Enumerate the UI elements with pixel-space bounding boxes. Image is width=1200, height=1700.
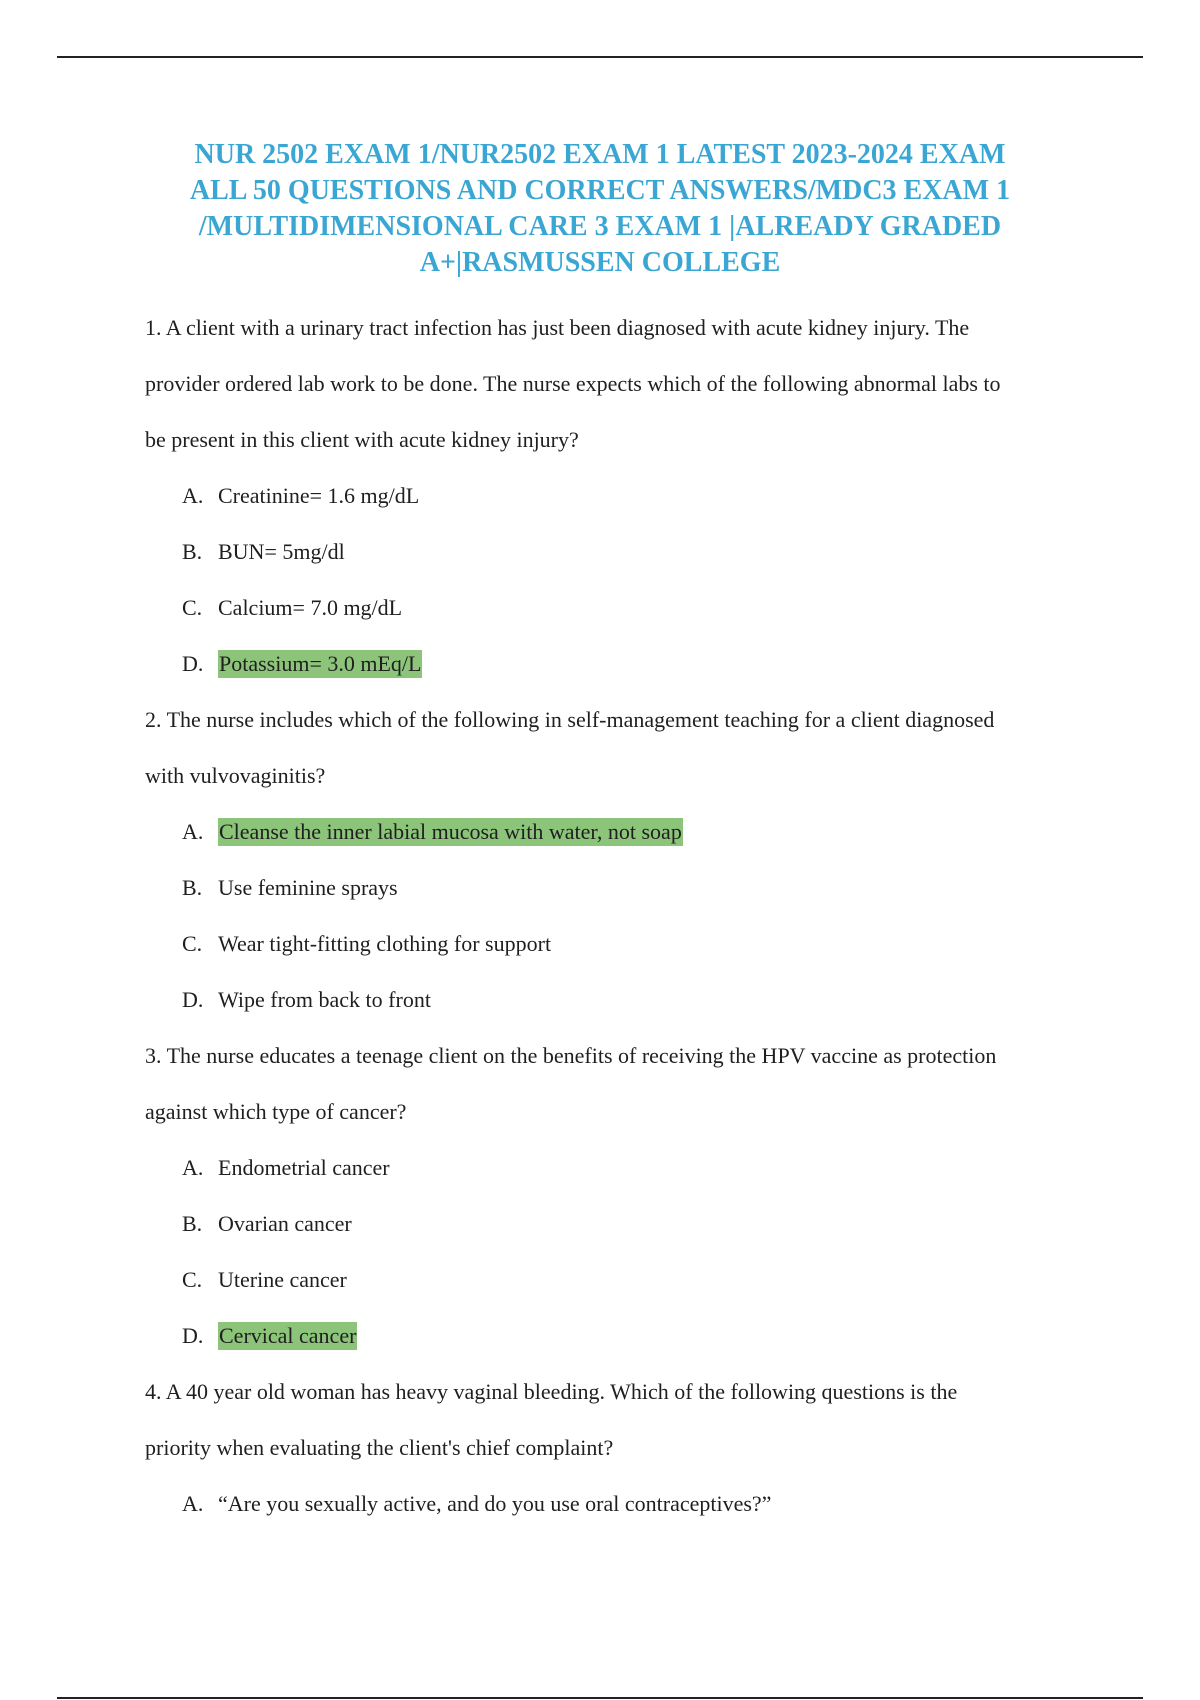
answer-option	[182, 1140, 1105, 1196]
option-text: Calcium= 7.0 mg/dL	[218, 595, 403, 620]
option-letter: B.	[182, 1211, 203, 1236]
question-2	[145, 692, 1105, 1028]
question-stem	[145, 1028, 1105, 1140]
document-title	[180, 137, 1020, 281]
option-letter: D.	[182, 651, 204, 676]
option-letter: A.	[182, 1491, 204, 1516]
question-list	[145, 300, 1105, 1532]
stem-line: 3. The nurse educates a teenage client on the benefits of receiving the HPV vaccine as protection	[145, 1043, 997, 1068]
question-stem	[145, 300, 1105, 468]
answer-options	[145, 1140, 1105, 1364]
option-text: BUN= 5mg/dl	[218, 539, 345, 564]
answer-option	[182, 1252, 1105, 1308]
correct-answer-highlight: Potassium= 3.0 mEq/L	[219, 651, 422, 676]
option-letter: B.	[182, 539, 203, 564]
stem-line: provider ordered lab work to be done. The nurse expects which of the following abnormal labs to	[145, 371, 1001, 396]
option-letter: A.	[182, 1155, 204, 1180]
option-text: “Are you sexually active, and do you use oral contraceptives?”	[218, 1491, 772, 1516]
answer-option	[182, 860, 1105, 916]
stem-line: 1. A client with a urinary tract infection has just been diagnosed with acute kidney injury. The	[145, 315, 970, 340]
answer-option	[182, 524, 1105, 580]
footer-rule	[57, 1697, 1143, 1699]
stem-line: 4. A 40 year old woman has heavy vaginal bleeding. Which of the following questions is the	[145, 1379, 958, 1404]
option-text: Use feminine sprays	[218, 875, 398, 900]
answer-option	[182, 916, 1105, 972]
option-letter: A.	[182, 819, 204, 844]
option-text: Uterine cancer	[218, 1267, 347, 1292]
option-text: Creatinine= 1.6 mg/dL	[218, 483, 420, 508]
answer-option	[182, 972, 1105, 1028]
option-letter: D.	[182, 987, 204, 1012]
answer-option	[182, 468, 1105, 524]
correct-answer-highlight: Cervical cancer	[219, 1323, 357, 1348]
option-letter: C.	[182, 1267, 203, 1292]
option-letter: A.	[182, 483, 204, 508]
option-letter: C.	[182, 595, 203, 620]
stem-line: priority when evaluating the client's chief complaint?	[145, 1435, 614, 1460]
answer-option	[182, 1476, 1105, 1532]
answer-option	[182, 1196, 1105, 1252]
stem-line: 2. The nurse includes which of the following in self-management teaching for a client diagnosed	[145, 707, 995, 732]
answer-options	[145, 468, 1105, 692]
stem-line: against which type of cancer?	[145, 1099, 407, 1124]
question-stem	[145, 692, 1105, 804]
answer-option-correct	[182, 1308, 1105, 1364]
option-text: Ovarian cancer	[218, 1211, 352, 1236]
title-line: NUR 2502 EXAM 1/NUR2502 EXAM 1 LATEST 2023-2024 EXAM	[194, 139, 1006, 170]
answer-option	[182, 580, 1105, 636]
option-text: Wipe from back to front	[218, 987, 431, 1012]
option-text: Endometrial cancer	[218, 1155, 390, 1180]
question-1	[145, 300, 1105, 692]
title-line: A+|RASMUSSEN COLLEGE	[419, 247, 781, 278]
answer-option-correct	[182, 636, 1105, 692]
stem-line: with vulvovaginitis?	[145, 763, 326, 788]
option-letter: D.	[182, 1323, 204, 1348]
answer-options	[145, 804, 1105, 1028]
correct-answer-highlight: Cleanse the inner labial mucosa with water, not soap	[219, 819, 682, 844]
option-letter: B.	[182, 875, 203, 900]
title-line: ALL 50 QUESTIONS AND CORRECT ANSWERS/MDC3 EXAM 1	[189, 175, 1011, 206]
stem-line: be present in this client with acute kidney injury?	[145, 427, 579, 452]
answer-option-correct	[182, 804, 1105, 860]
answer-options	[145, 1476, 1105, 1532]
title-line: /MULTIDIMENSIONAL CARE 3 EXAM 1 |ALREADY GRADED	[198, 211, 1002, 242]
option-text: Wear tight-fitting clothing for support	[218, 931, 552, 956]
question-4	[145, 1364, 1105, 1532]
question-3	[145, 1028, 1105, 1364]
header-rule	[57, 56, 1143, 58]
question-stem	[145, 1364, 1105, 1476]
option-letter: C.	[182, 931, 203, 956]
